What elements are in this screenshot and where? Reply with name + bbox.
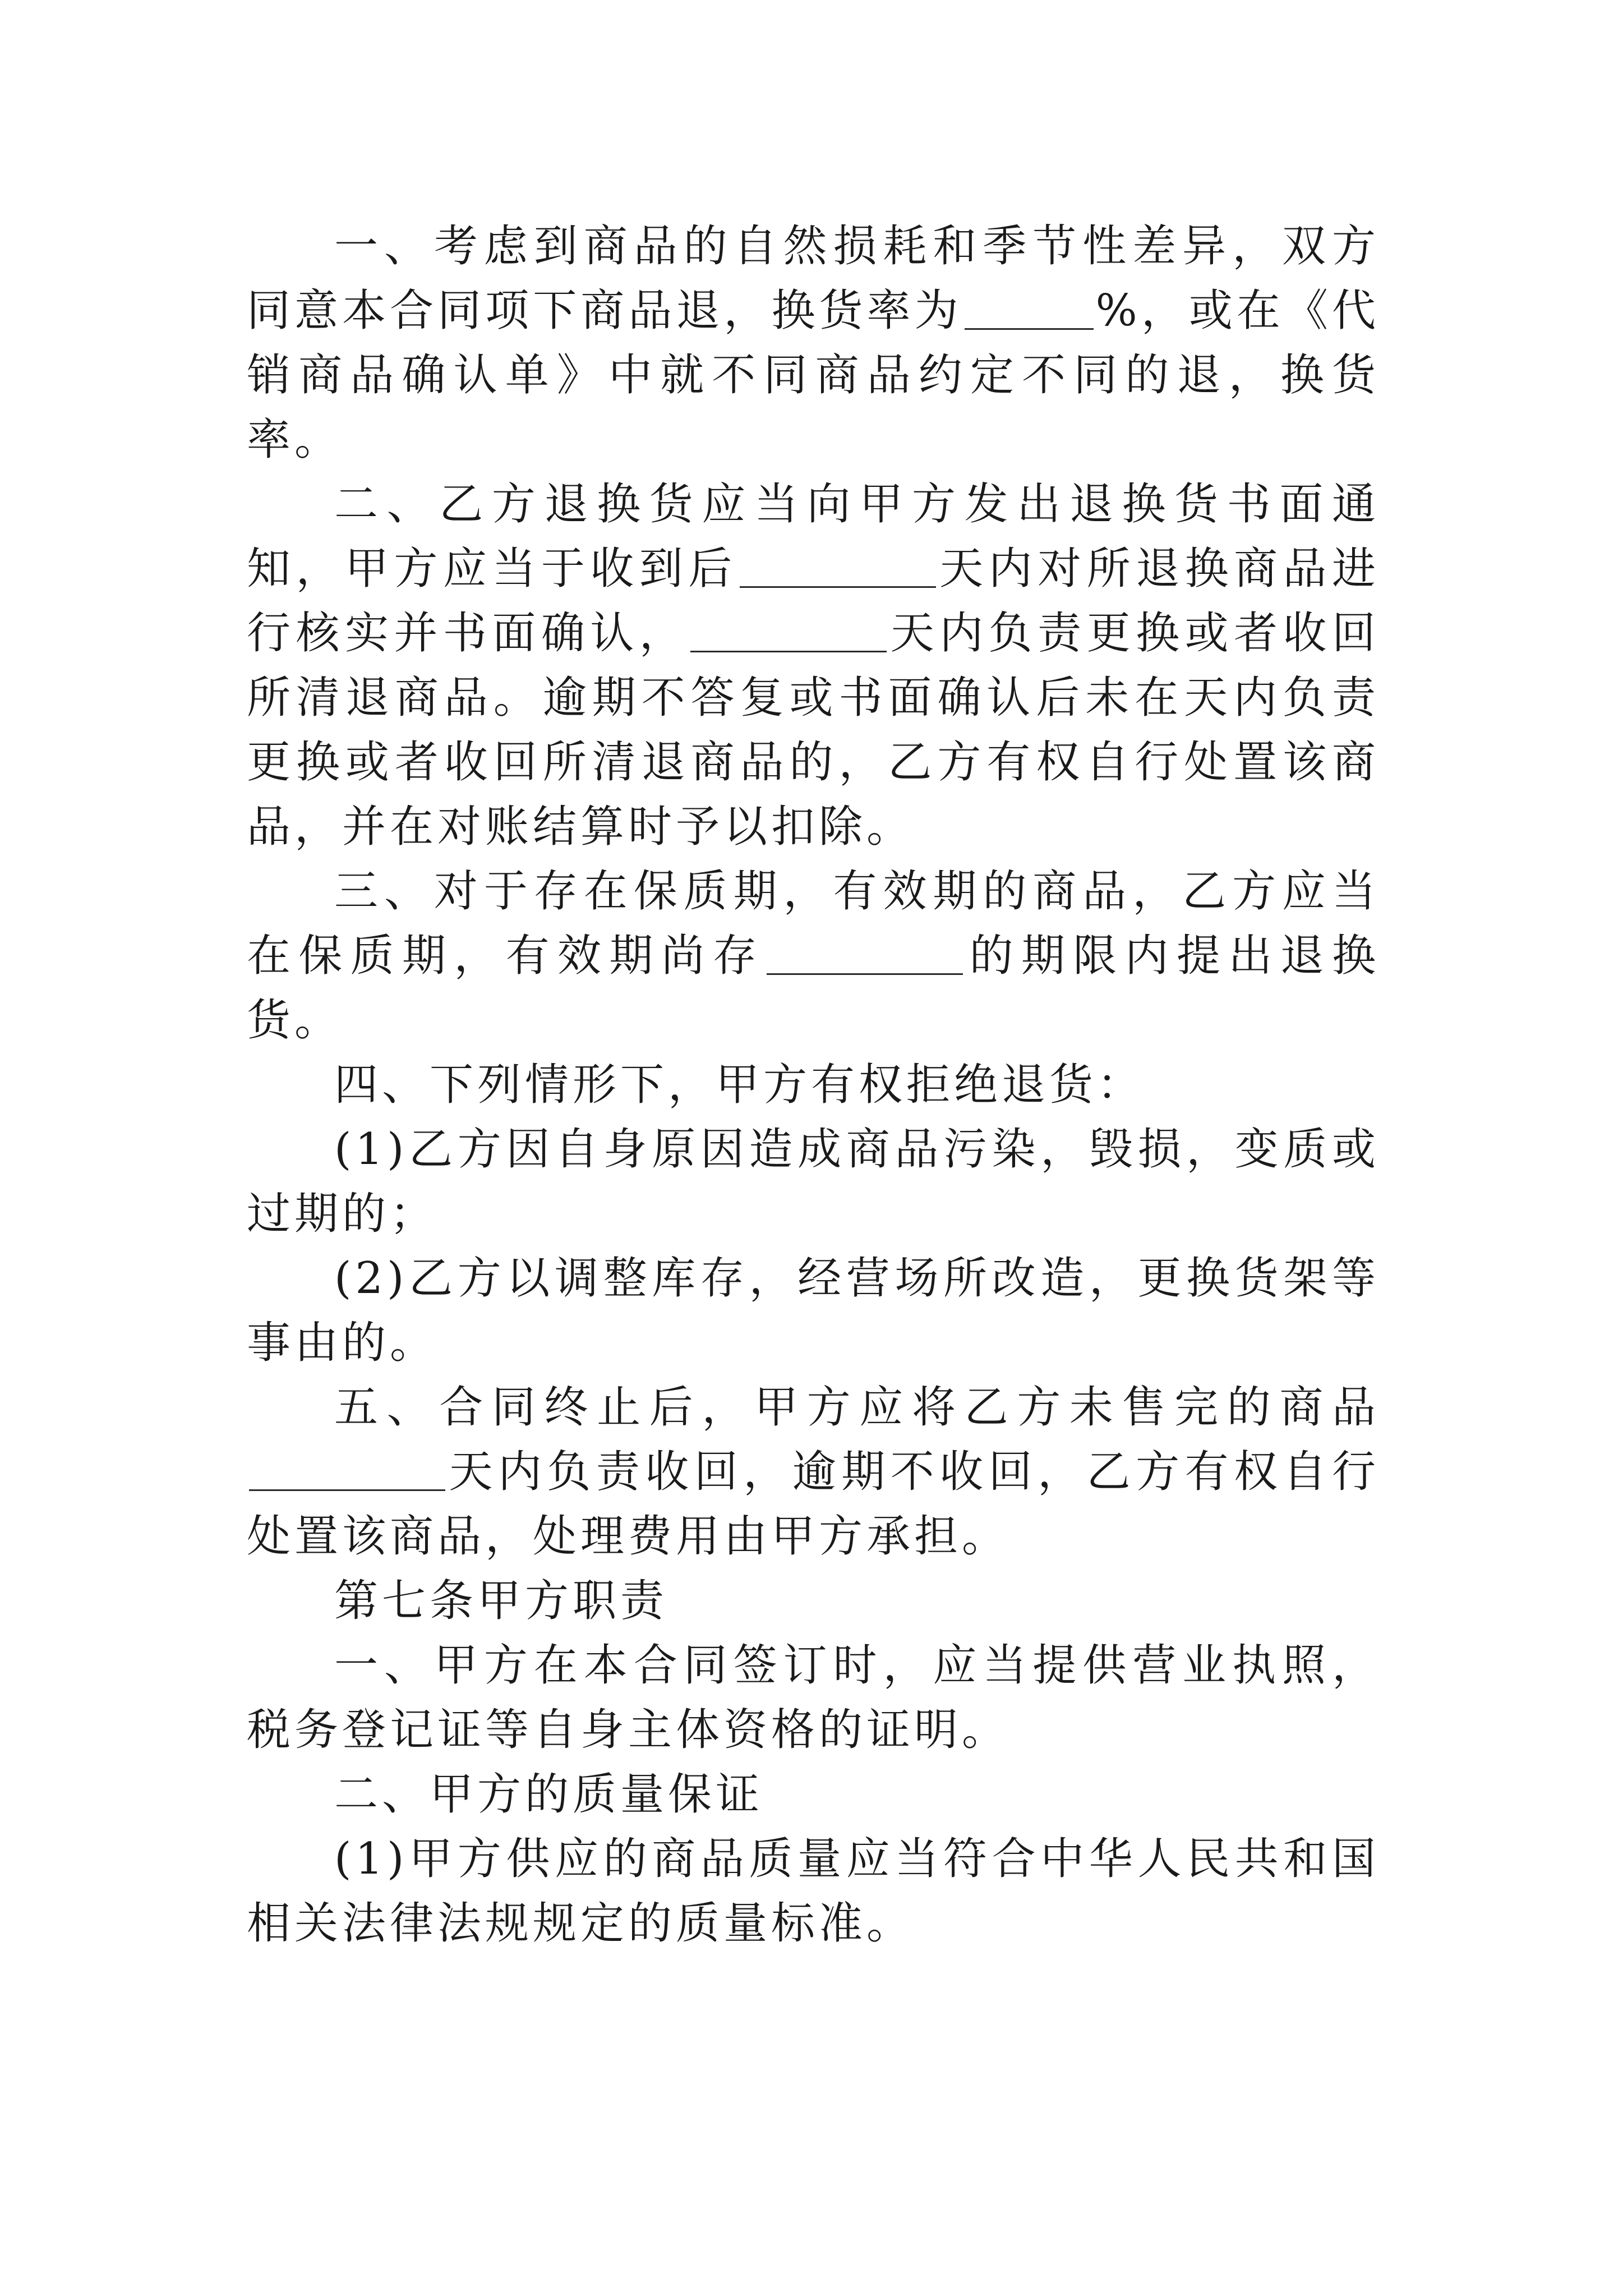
period-blank-line bbox=[767, 930, 963, 975]
paragraph-return-notice bbox=[247, 472, 1380, 859]
paragraph-text: 的期限内提出退换货。 bbox=[247, 931, 1380, 1046]
paragraph-shelf-life bbox=[247, 859, 1380, 1053]
paragraph-qualification bbox=[247, 1634, 1380, 1763]
paragraph-text: 一、甲方在本合同签订时，应当提供营业执照，税务登记证等自身主体资格的证明。 bbox=[247, 1640, 1380, 1755]
paragraph-text: (1)乙方因自身原因造成商品污染，毁损，变质或过期的； bbox=[247, 1124, 1380, 1239]
paragraph-text: 一、考虑到商品的自然损耗和季节性差异，双方同意本合同项下商品退，换货率为 bbox=[247, 221, 1380, 336]
paragraph-item-1 bbox=[247, 1117, 1380, 1246]
paragraph-quality-guarantee bbox=[247, 1763, 1380, 1827]
paragraph-text: 第七条甲方职责 bbox=[334, 1576, 668, 1626]
paragraph-text: 四、下列情形下，甲方有权拒绝退货： bbox=[334, 1060, 1145, 1110]
paragraph-return-rate bbox=[247, 214, 1380, 472]
paragraph-text: 三、对于存在保质期，有效期的商品，乙方应当在保质期，有效期尚存 bbox=[247, 866, 1380, 981]
days-blank-line bbox=[740, 542, 936, 588]
paragraph-text: (2)乙方以调整库存，经营场所改造，更换货架等事由的。 bbox=[247, 1253, 1380, 1368]
paragraph-item-2 bbox=[247, 1246, 1380, 1375]
paragraph-text: 二、甲方的质量保证 bbox=[334, 1769, 764, 1820]
paragraph-text: 天内负责收回，逾期不收回，乙方有权自行处置该商品，处理费用由甲方承担。 bbox=[247, 1447, 1380, 1562]
paragraph-text: 五、合同终止后，甲方应将乙方未售完的商品 bbox=[334, 1382, 1380, 1433]
document-body bbox=[247, 214, 1380, 1956]
paragraph-text: 二、乙方退换货应当向甲方发出退换货书面通知，甲方应当于收到后 bbox=[247, 479, 1380, 594]
paragraph-text: 天内对所退换商品进行核实并书面确认， bbox=[247, 544, 1380, 659]
paragraph-text: 天内负责更换或者收回所清退商品。逾期不答复或书面确认后未在天内负责更换或者收回所清退商品的，乙方有权自行处置该商品，并在对账结算时予以扣除。 bbox=[247, 608, 1380, 852]
paragraph-text: %，或在《代销商品确认单》中就不同商品约定不同的退，换货率。 bbox=[247, 286, 1380, 465]
rate-blank-line bbox=[965, 284, 1094, 330]
days-blank-line bbox=[690, 607, 887, 652]
paragraph-termination bbox=[247, 1375, 1380, 1569]
section-heading-article-7 bbox=[247, 1569, 1380, 1634]
days-blank-line bbox=[249, 1446, 445, 1491]
paragraph-text: (1)甲方供应的商品质量应当符合中华人民共和国相关法律法规规定的质量标准。 bbox=[247, 1834, 1380, 1949]
paragraph-refuse-return bbox=[247, 1053, 1380, 1117]
paragraph-quality-standard bbox=[247, 1827, 1380, 1956]
